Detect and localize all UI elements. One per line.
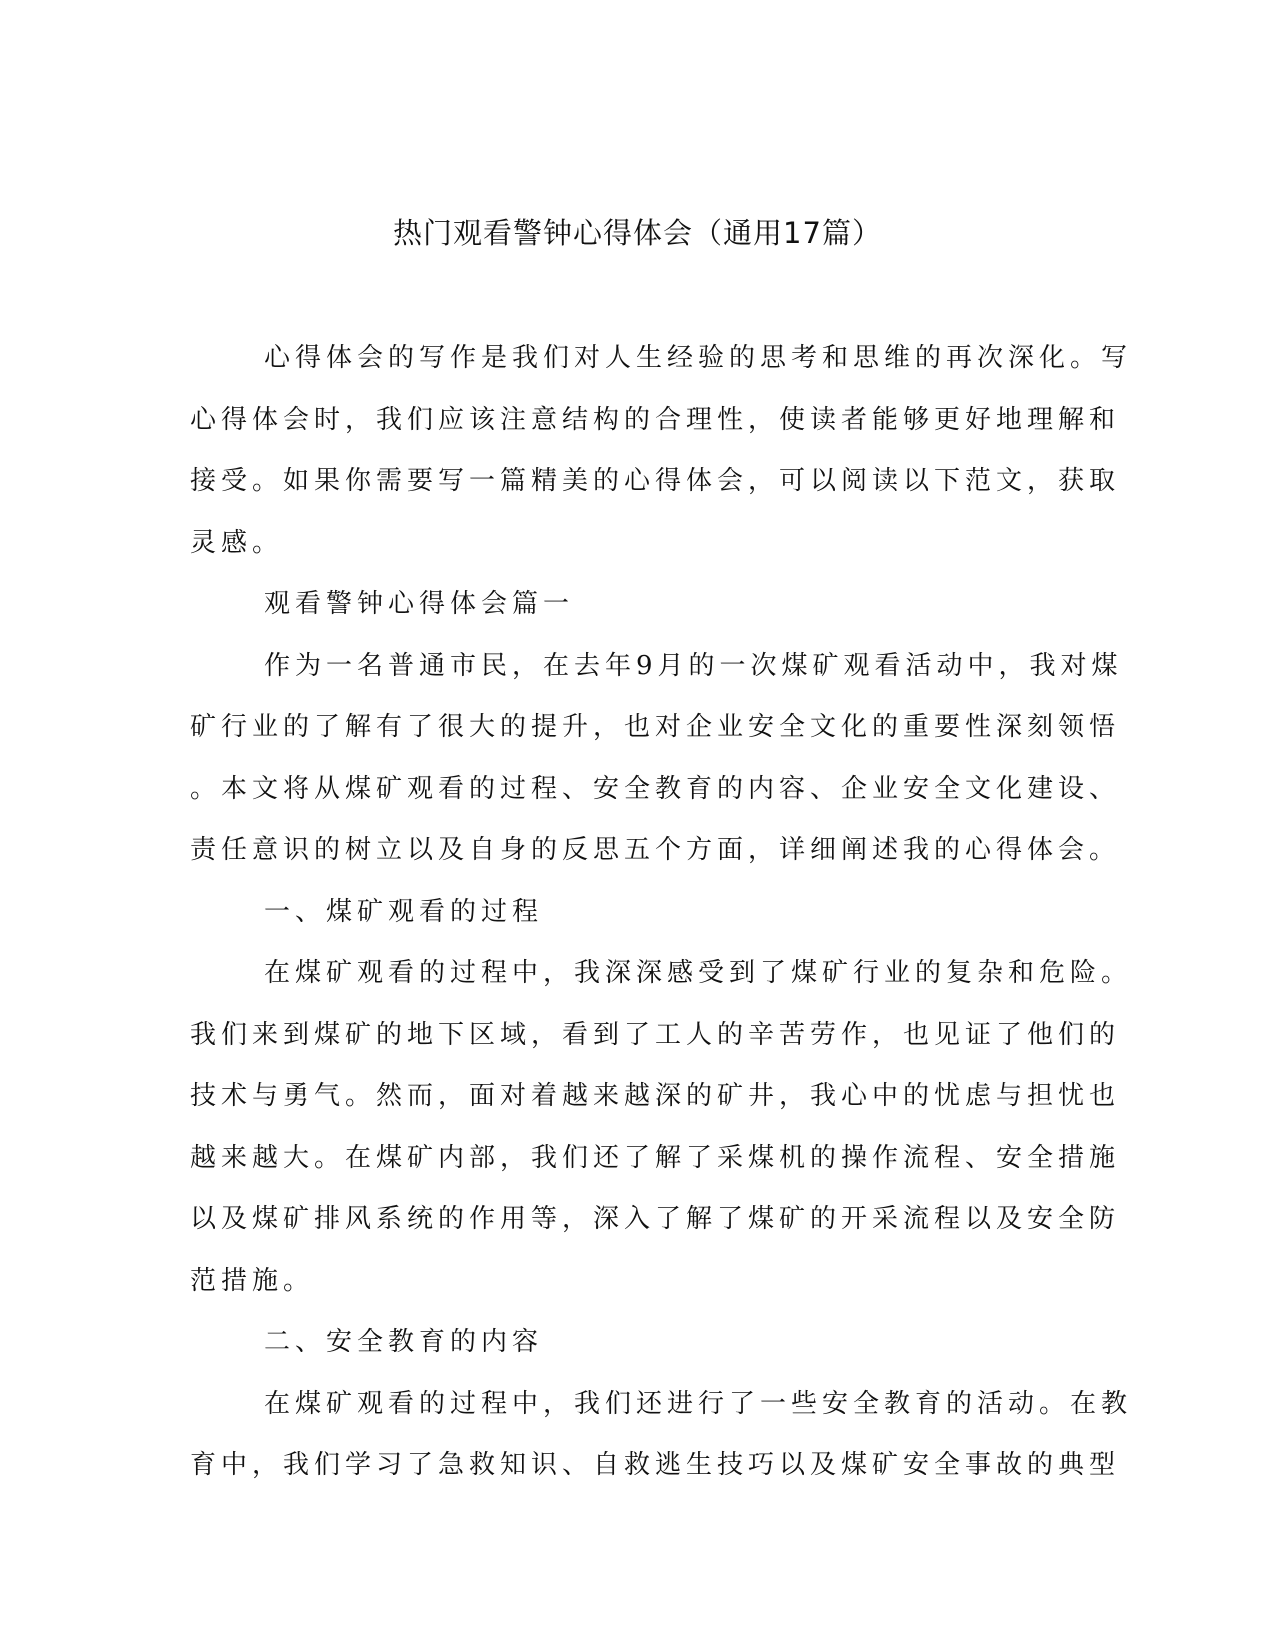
paragraph-line: 心得体会时，我们应该注意结构的合理性，使读者能够更好地理解和 [190,404,1121,435]
document-body [190,328,1133,1497]
paragraph-line: 接受。如果你需要写一篇精美的心得体会，可以阅读以下范文，获取 [190,466,1121,496]
paragraph-line: 以及煤矿排风系统的作用等，深入了解了煤矿的开采流程以及安全防 [190,1204,1121,1234]
section-heading: 二、安全教育的内容 [264,1327,544,1357]
section-heading: 观看警钟心得体会篇一 [264,589,575,619]
document-title: 热门观看警钟心得体会（通用17篇） [393,216,882,250]
paragraph-line: 心得体会的写作是我们对人生经验的思考和思维的再次深化。写 [264,343,1133,373]
paragraph-line: 越来越大。在煤矿内部，我们还了解了采煤机的操作流程、安全措施 [190,1142,1121,1173]
paragraph-line: 我们来到煤矿的地下区域，看到了工人的辛苦劳作，也见证了他们的 [190,1019,1121,1050]
paragraph-line: 作为一名普通市民，在去年9月的一次煤矿观看活动中，我对煤 [264,650,1123,681]
paragraph-line: 责任意识的树立以及自身的反思五个方面，详细阐述我的心得体会。 [190,835,1121,865]
paragraph-line: 矿行业的了解有了很大的提升，也对企业安全文化的重要性深刻领悟 [190,712,1121,742]
paragraph-line: 灵感。 [190,527,284,558]
paragraph-line: 在煤矿观看的过程中，我们还进行了一些安全教育的活动。在教 [264,1388,1133,1419]
paragraph-line: 技术与勇气。然而，面对着越来越深的矿井，我心中的忧虑与担忧也 [190,1081,1121,1111]
paragraph-line: 在煤矿观看的过程中，我深深感受到了煤矿行业的复杂和危险。 [264,958,1133,988]
paragraph-line: 。本文将从煤矿观看的过程、安全教育的内容、企业安全文化建设、 [190,773,1121,804]
paragraph-line: 育中，我们学习了急救知识、自救逃生技巧以及煤矿安全事故的典型 [190,1450,1121,1480]
paragraph-line: 范措施。 [190,1265,315,1296]
section-heading: 一、煤矿观看的过程 [264,896,544,927]
